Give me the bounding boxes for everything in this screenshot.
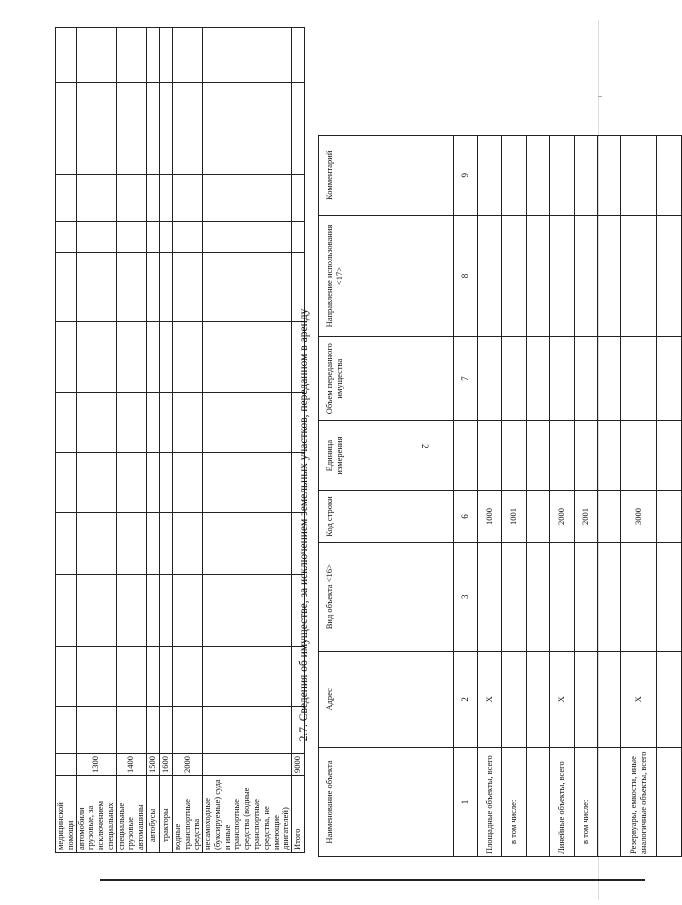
cell-name <box>598 747 621 856</box>
cell-address: X <box>550 651 575 747</box>
empty-cell <box>172 513 202 575</box>
row-name: автомобили грузовые, за исключением специальных <box>76 776 116 853</box>
header-address: Адрес <box>319 651 454 747</box>
empty-cell <box>56 513 77 575</box>
cell-comment <box>575 136 598 216</box>
cell-address <box>598 651 621 747</box>
empty-cell <box>76 647 116 707</box>
cell-address <box>527 651 550 747</box>
empty-cell <box>172 28 202 83</box>
table-row <box>159 28 172 853</box>
table-row <box>203 28 292 853</box>
empty-cell <box>116 253 146 322</box>
cell-direction <box>657 215 682 337</box>
cell-direction <box>502 215 527 337</box>
cell-unit <box>550 420 575 491</box>
cell-type <box>657 542 682 651</box>
cell-type <box>527 542 550 651</box>
empty-cell <box>76 253 116 322</box>
cell-unit <box>575 420 598 491</box>
cell-address: X <box>621 651 657 747</box>
header-volume: Объем переданного имущества <box>319 337 454 420</box>
empty-cell <box>146 707 159 754</box>
row-code <box>203 754 292 776</box>
table-row <box>76 28 116 853</box>
cell-comment <box>598 136 621 216</box>
header-comment: Комментарий <box>319 136 454 216</box>
empty-cell <box>172 322 202 393</box>
empty-cell <box>76 83 116 175</box>
empty-cell <box>146 253 159 322</box>
empty-cell <box>159 393 172 453</box>
cell-code <box>598 491 621 542</box>
empty-cell <box>116 222 146 253</box>
empty-cell <box>292 83 305 175</box>
row-code: 1400 <box>116 754 146 776</box>
table-row <box>598 136 621 857</box>
empty-cell <box>172 393 202 453</box>
table-row <box>550 136 575 857</box>
scan-mark <box>598 96 602 97</box>
table-row <box>575 136 598 857</box>
empty-cell <box>56 707 77 754</box>
row-name: тракторы <box>159 776 172 853</box>
empty-cell <box>203 253 292 322</box>
cell-type <box>598 542 621 651</box>
cell-direction <box>527 215 550 337</box>
row-name: медицинской помощи <box>56 776 77 853</box>
cell-direction <box>598 215 621 337</box>
empty-cell <box>159 175 172 222</box>
empty-cell <box>116 393 146 453</box>
section-title: 2.7. Сведения об имуществе, за исключением земельных участков, переданном в аренду <box>298 308 310 742</box>
header-object-type: Вид объекта <16> <box>319 542 454 651</box>
cell-code: 3000 <box>621 491 657 542</box>
empty-cell <box>146 222 159 253</box>
empty-cell <box>203 83 292 175</box>
cell-volume <box>598 337 621 420</box>
cell-address: X <box>478 651 502 747</box>
cell-unit <box>527 420 550 491</box>
empty-cell <box>56 453 77 513</box>
row-name: несамоходные (буксируемые) суда и иные транспортные средства (водные транспортные средства, не имеющие двигателей) <box>203 776 292 853</box>
table-row <box>657 136 682 857</box>
empty-cell <box>159 575 172 647</box>
empty-cell <box>146 28 159 83</box>
row-code: 9000 <box>292 754 305 776</box>
empty-cell <box>203 513 292 575</box>
empty-cell <box>116 647 146 707</box>
cell-name <box>657 747 682 856</box>
empty-cell <box>203 28 292 83</box>
row-name: водные транспортные средства <box>172 776 202 853</box>
cell-code: 1000 <box>478 491 502 542</box>
cell-code: 2000 <box>550 491 575 542</box>
header-direction: Направление использования <17> <box>319 215 454 337</box>
empty-cell <box>56 575 77 647</box>
empty-cell <box>146 175 159 222</box>
cell-volume <box>575 337 598 420</box>
empty-cell <box>146 575 159 647</box>
empty-cell <box>76 575 116 647</box>
empty-cell <box>76 222 116 253</box>
cell-volume <box>657 337 682 420</box>
row-code: 1300 <box>76 754 116 776</box>
row-name: автобусы <box>146 776 159 853</box>
empty-cell <box>56 253 77 322</box>
row-name: специальные грузовые автомашины <box>116 776 146 853</box>
empty-cell <box>203 393 292 453</box>
cell-unit <box>657 420 682 491</box>
cell-name <box>527 747 550 856</box>
table-row <box>116 28 146 853</box>
row-code: 2000 <box>172 754 202 776</box>
empty-cell <box>159 322 172 393</box>
empty-cell <box>56 83 77 175</box>
column-number: 9 <box>454 136 478 216</box>
empty-cell <box>116 322 146 393</box>
empty-cell <box>203 322 292 393</box>
empty-cell <box>56 647 77 707</box>
cell-volume <box>550 337 575 420</box>
cell-name: Резервуары, емкости, иные аналогичные объекты, всего <box>621 747 657 856</box>
cell-type <box>575 542 598 651</box>
table-row <box>621 136 657 857</box>
empty-cell <box>172 453 202 513</box>
empty-cell <box>203 453 292 513</box>
empty-cell <box>116 175 146 222</box>
bottom-rule <box>100 879 645 881</box>
cell-code: 2001 <box>575 491 598 542</box>
cell-comment <box>657 136 682 216</box>
empty-cell <box>203 707 292 754</box>
cell-direction <box>550 215 575 337</box>
empty-cell <box>116 575 146 647</box>
empty-cell <box>56 393 77 453</box>
row-code: 1600 <box>159 754 172 776</box>
empty-cell <box>292 175 305 222</box>
column-number: 2 <box>454 651 478 747</box>
cell-name: в том числе: <box>575 747 598 856</box>
empty-cell <box>172 175 202 222</box>
column-number <box>454 420 478 491</box>
page-number: 2 <box>420 444 430 449</box>
empty-cell <box>56 28 77 83</box>
empty-cell <box>159 83 172 175</box>
empty-cell <box>56 222 77 253</box>
empty-cell <box>116 707 146 754</box>
cell-address <box>657 651 682 747</box>
empty-cell <box>172 575 202 647</box>
empty-cell <box>56 175 77 222</box>
cell-volume <box>478 337 502 420</box>
cell-type <box>550 542 575 651</box>
empty-cell <box>159 253 172 322</box>
empty-cell <box>116 513 146 575</box>
empty-cell <box>159 222 172 253</box>
empty-cell <box>76 513 116 575</box>
cell-name: Линейные объекты, всего <box>550 747 575 856</box>
cell-name: Площадные объекты, всего <box>478 747 502 856</box>
row-code: 1500 <box>146 754 159 776</box>
row-name: Итого <box>292 776 305 853</box>
empty-cell <box>146 322 159 393</box>
empty-cell <box>203 647 292 707</box>
empty-cell <box>203 222 292 253</box>
table-row <box>56 28 77 853</box>
table-row <box>172 28 202 853</box>
column-number: 8 <box>454 215 478 337</box>
empty-cell <box>116 453 146 513</box>
empty-cell <box>76 322 116 393</box>
empty-cell <box>159 28 172 83</box>
cell-comment <box>550 136 575 216</box>
cell-code: 1001 <box>502 491 527 542</box>
cell-comment <box>621 136 657 216</box>
empty-cell <box>76 393 116 453</box>
cell-unit <box>598 420 621 491</box>
empty-cell <box>172 222 202 253</box>
cell-address <box>575 651 598 747</box>
empty-cell <box>76 707 116 754</box>
empty-cell <box>146 393 159 453</box>
table-row <box>502 136 527 857</box>
cell-direction <box>478 215 502 337</box>
cell-unit <box>502 420 527 491</box>
header-unit: Единица измерения <box>319 420 454 491</box>
cell-volume <box>527 337 550 420</box>
cell-comment <box>527 136 550 216</box>
empty-cell <box>116 28 146 83</box>
table-row <box>527 136 550 857</box>
empty-cell <box>172 253 202 322</box>
cell-volume <box>502 337 527 420</box>
vehicles-table <box>55 28 303 853</box>
cell-direction <box>575 215 598 337</box>
empty-cell <box>172 83 202 175</box>
row-code <box>56 754 77 776</box>
empty-cell <box>172 707 202 754</box>
empty-cell <box>146 647 159 707</box>
empty-cell <box>159 647 172 707</box>
cell-unit <box>478 420 502 491</box>
empty-cell <box>172 647 202 707</box>
cell-type <box>621 542 657 651</box>
empty-cell <box>203 175 292 222</box>
empty-cell <box>146 513 159 575</box>
cell-code <box>527 491 550 542</box>
cell-type <box>478 542 502 651</box>
table-row <box>478 136 502 857</box>
cell-type <box>502 542 527 651</box>
column-number: 3 <box>454 542 478 651</box>
empty-cell <box>159 513 172 575</box>
column-number: 1 <box>454 747 478 856</box>
cell-unit <box>621 420 657 491</box>
empty-cell <box>146 83 159 175</box>
cell-comment <box>502 136 527 216</box>
header-object-name: Наименование объекта <box>319 747 454 856</box>
empty-cell <box>159 453 172 513</box>
leased-property-table <box>318 135 648 857</box>
cell-volume <box>621 337 657 420</box>
empty-cell <box>76 28 116 83</box>
cell-comment <box>478 136 502 216</box>
table-row <box>146 28 159 853</box>
empty-cell <box>146 453 159 513</box>
column-number: 6 <box>454 491 478 542</box>
cell-code <box>657 491 682 542</box>
empty-cell <box>76 453 116 513</box>
empty-cell <box>203 575 292 647</box>
empty-cell <box>116 83 146 175</box>
empty-cell <box>56 322 77 393</box>
header-row-code: Код строки <box>319 491 454 542</box>
empty-cell <box>292 28 305 83</box>
column-number: 7 <box>454 337 478 420</box>
cell-name: в том числе: <box>502 747 527 856</box>
empty-cell <box>159 707 172 754</box>
empty-cell <box>76 175 116 222</box>
cell-direction <box>621 215 657 337</box>
cell-address <box>502 651 527 747</box>
